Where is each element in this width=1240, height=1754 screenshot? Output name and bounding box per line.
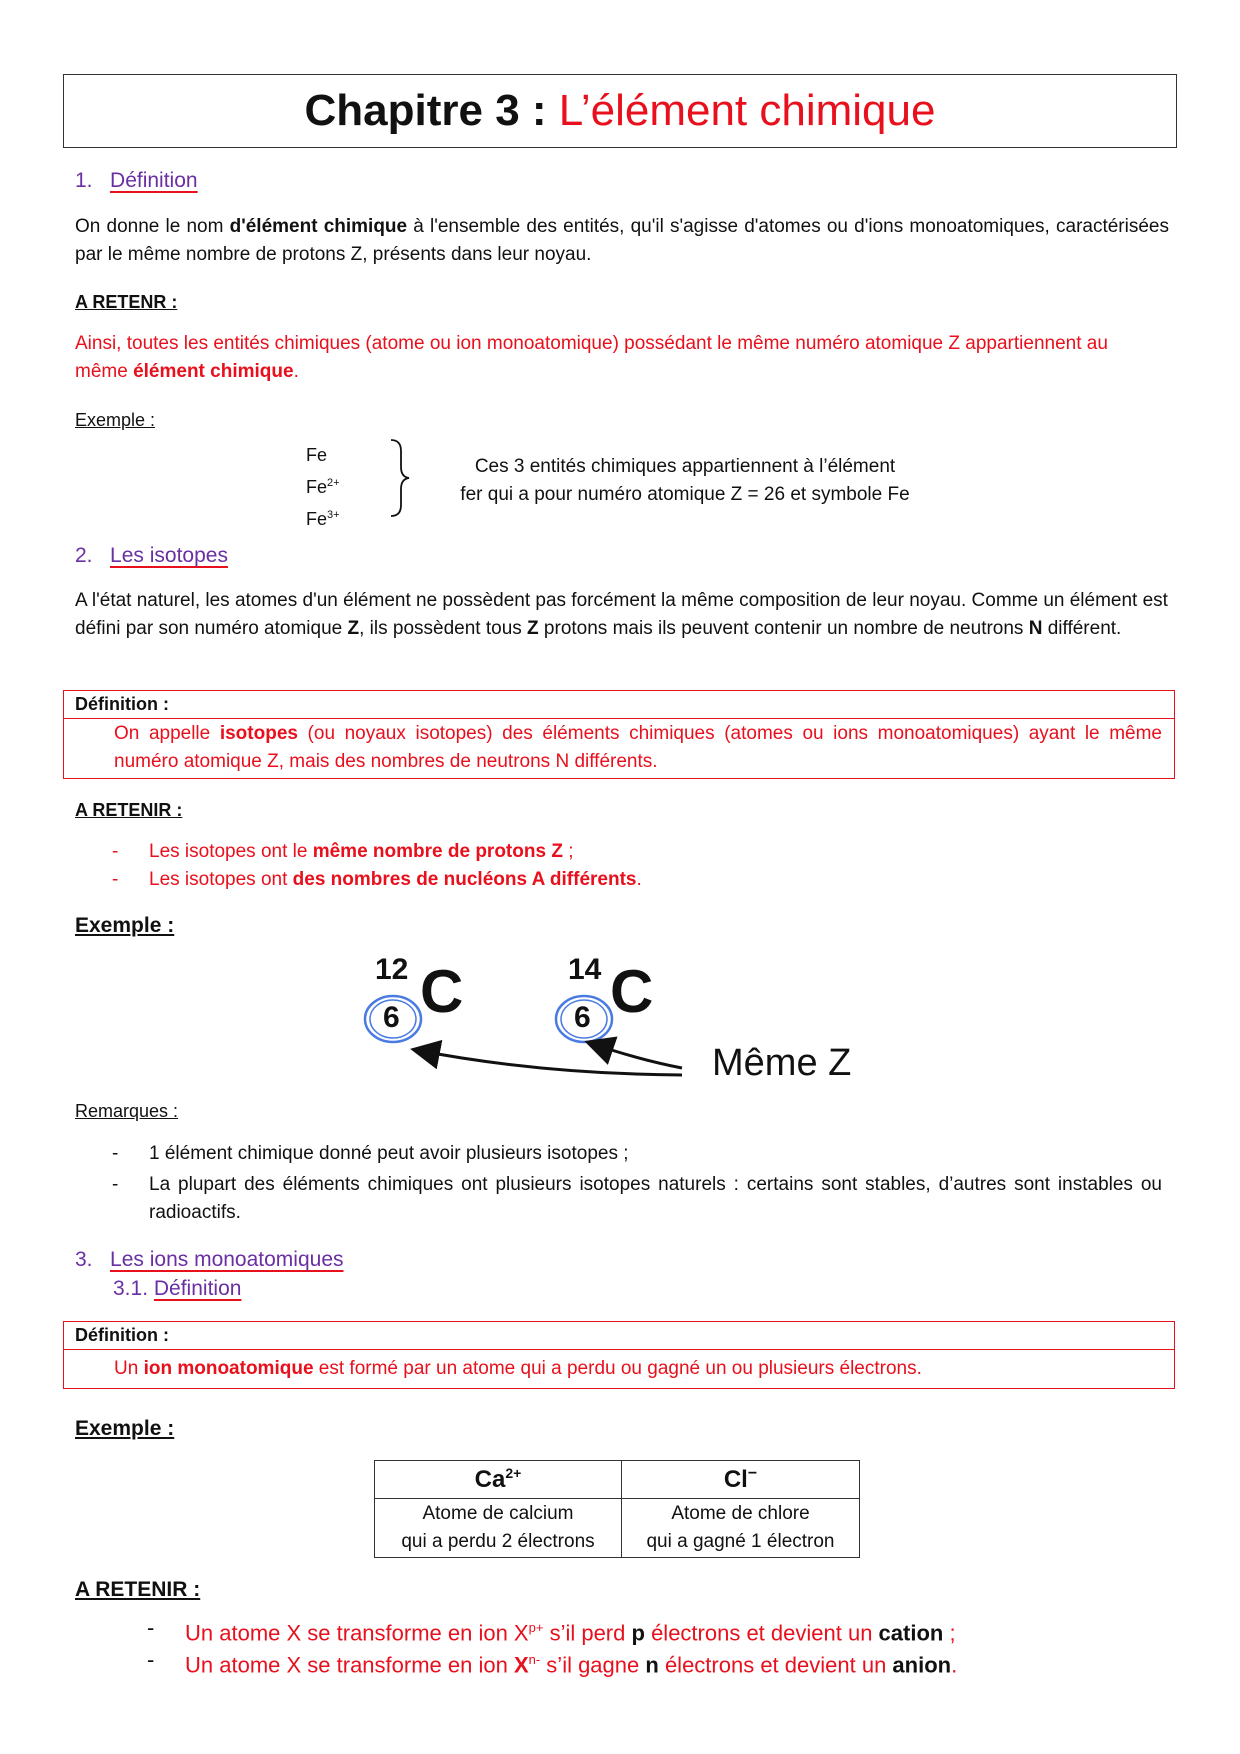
list-item: - Les isotopes ont le même nombre de protons Z ; <box>112 841 574 862</box>
table-cell-chlore: Atome de chlore qui a gagné 1 électron <box>622 1499 860 1558</box>
section-1-heading: 1. Définition <box>75 169 198 192</box>
fe-explanation: Ces 3 entités chimiques appartiennent à l’élément fer qui a pour numéro atomique Z = 26 et symbole Fe <box>460 456 910 505</box>
section-3-heading: 3. Les ions monoatomiques <box>75 1248 344 1271</box>
title-box <box>63 74 1177 148</box>
definition-label: Définition : <box>64 691 1174 719</box>
isotope-2-mass-number: 14 <box>568 953 602 986</box>
example-label-1: Exemple : <box>75 410 156 430</box>
meme-z-label: Même Z <box>712 1042 852 1084</box>
table-header-chlore: Cl− <box>622 1461 860 1499</box>
list-item: - Un atome X se transforme en ion $X^{n-}$ s’il gagne n électrons et devient un anion. <box>147 1647 958 1678</box>
section-2-paragraph: A l'état naturel, les atomes d'un élément ne possèdent pas forcément la même composition de leur noyau. Comme un élément est défini par son numéro atomique Z, ils possèdent tous Z protons mais ils peuvent contenir un nombre de neutrons N différent. <box>75 590 1168 639</box>
isotope-1-mass-number: 12 <box>375 953 409 986</box>
remarques-label: Remarques : <box>75 1101 179 1121</box>
page-title: Chapitre 3 : L’élément chimique <box>304 86 936 135</box>
definition-text: On appelle isotopes (ou noyaux isotopes) des éléments chimiques (atomes ou ions monoatomiques) ayant le même numéro atomique Z, mais des nombres de neutrons N différents. <box>114 723 1162 772</box>
isotope-1-symbol: C <box>420 958 464 1025</box>
definition-text: Un ion monoatomique est formé par un atome qui a perdu ou gagné un ou plusieurs électrons. <box>114 1358 922 1379</box>
fe-entities <box>306 441 340 533</box>
arrows-icon <box>400 1030 690 1080</box>
list-item: - 1 élément chimique donné peut avoir plusieurs isotopes ; <box>112 1143 629 1164</box>
retenir-label-1: A RETENR : <box>75 292 178 312</box>
list-item: - Les isotopes ont des nombres de nucléons A différents. <box>112 869 642 890</box>
list-item: - Un atome X se transforme en ion $X^{p+}$ s’il perd p électrons et devient un cation ; <box>147 1615 956 1646</box>
table-cell-calcium: Atome de calcium qui a perdu 2 électrons <box>375 1499 622 1558</box>
table-header-calcium: $Ca^{2+}$ <box>375 1461 622 1499</box>
retenir-text-1: Ainsi, toutes les entités chimiques (atome ou ion monoatomique) possédant le même numéro atomique Z appartiennent au même élément chimique. <box>75 333 1108 382</box>
definition-box-ion <box>63 1321 1175 1389</box>
definition-label: Définition : <box>64 1322 1174 1350</box>
definition-box-isotopes <box>63 690 1175 779</box>
curly-brace-icon <box>385 437 415 519</box>
ions-table <box>374 1460 860 1558</box>
section-2-heading: 2. Les isotopes <box>75 544 228 567</box>
section-3-1-heading: 3.1. Définition <box>113 1277 242 1300</box>
section-1-paragraph: On donne le nom d'élément chimique à l'ensemble des entités, qu'il s'agisse d'atomes ou d'ions monoatomiques, caractérisées par le même nombre de protons Z, présents dans leur noyau. <box>75 216 1169 265</box>
fe-atom: Fe <box>306 445 328 465</box>
list-item: - La plupart des éléments chimiques ont plusieurs isotopes naturels : certains sont stables, d’autres sont instables ou radioactifs. <box>112 1174 1162 1223</box>
isotope-1-atomic-number: 6 <box>383 1001 400 1034</box>
retenir-label-3: A RETENIR : <box>75 1578 201 1601</box>
isotope-2-atomic-number: 6 <box>574 1001 591 1034</box>
example-label-2: Exemple : <box>75 914 175 937</box>
fe-ion-2plus: $Fe^{2+}$ <box>306 477 340 497</box>
isotope-2-symbol: C <box>610 958 654 1025</box>
example-label-3: Exemple : <box>75 1417 175 1440</box>
retenir-label-2: A RETENIR : <box>75 800 183 820</box>
fe-ion-3plus: $Fe^{3+}$ <box>306 509 340 529</box>
